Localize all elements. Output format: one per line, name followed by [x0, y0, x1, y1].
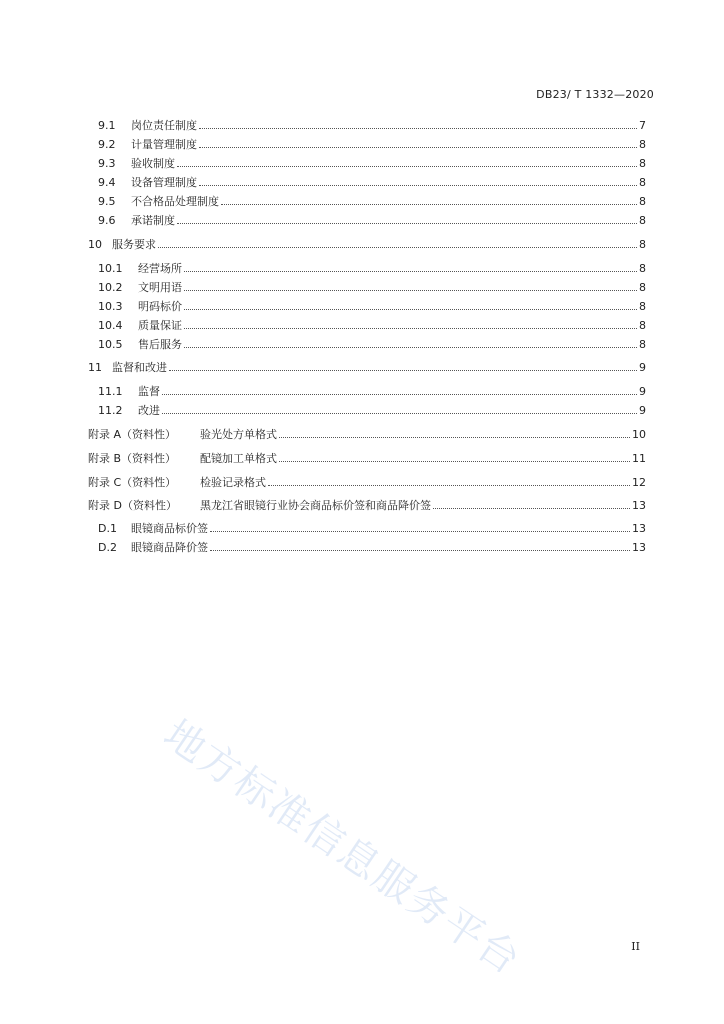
toc-entry[interactable]: [98, 119, 646, 133]
toc-leader-dots: [199, 185, 637, 186]
toc-entry[interactable]: [98, 338, 646, 352]
toc-leader-dots: [162, 413, 637, 414]
toc-entry-title: 黑龙江省眼镜行业协会商品标价签和商品降价签: [200, 499, 431, 512]
toc-entry[interactable]: [98, 138, 646, 152]
toc-entry-page: 9: [639, 385, 646, 398]
toc-appendix[interactable]: [88, 476, 646, 490]
toc-section[interactable]: [88, 238, 646, 252]
toc-entry[interactable]: [98, 157, 646, 171]
toc-entry-page: 13: [632, 522, 646, 535]
toc-entry-number: 10.1: [98, 262, 123, 275]
toc-entry-title: 质量保证: [138, 319, 182, 332]
toc-entry-title: 服务要求: [112, 238, 156, 251]
toc-entry-page: 8: [639, 238, 646, 251]
toc-leader-dots: [177, 223, 637, 224]
toc-entry-page: 13: [632, 541, 646, 554]
watermark: 地方标准信息服务平台: [155, 711, 530, 985]
toc-entry-page: 8: [639, 300, 646, 313]
toc-entry-title: 验收制度: [131, 157, 175, 170]
toc-leader-dots: [199, 147, 637, 148]
toc-leader-dots: [268, 485, 630, 486]
toc-entry-page: 9: [639, 404, 646, 417]
toc-leader-dots: [177, 166, 637, 167]
toc-entry-title: 验光处方单格式: [200, 428, 277, 441]
toc-entry-number: D.2: [98, 541, 117, 554]
toc-entry[interactable]: [98, 214, 646, 228]
toc-entry-number: 10.3: [98, 300, 123, 313]
toc-entry[interactable]: [98, 385, 646, 399]
toc-entry-title: 不合格品处理制度: [131, 195, 219, 208]
toc-entry-number: 附录 A（资料性）: [88, 428, 177, 441]
toc-entry-number: 9.2: [98, 138, 116, 151]
toc-entry-title: 文明用语: [138, 281, 182, 294]
toc-entry-page: 8: [639, 338, 646, 351]
page-number: II: [631, 940, 640, 953]
toc-appendix[interactable]: [88, 428, 646, 442]
toc-entry-title: 岗位责任制度: [131, 119, 197, 132]
toc-entry-page: 12: [632, 476, 646, 489]
toc-entry[interactable]: [98, 262, 646, 276]
toc-entry-page: 8: [639, 262, 646, 275]
toc-entry-number: 11.2: [98, 404, 123, 417]
toc-entry-number: 9.6: [98, 214, 116, 227]
toc-entry[interactable]: [98, 319, 646, 333]
toc-entry-page: 11: [632, 452, 646, 465]
toc-leader-dots: [210, 531, 630, 532]
toc-entry[interactable]: [98, 176, 646, 190]
toc-entry-title: 承诺制度: [131, 214, 175, 227]
toc-entry[interactable]: [98, 195, 646, 209]
toc-entry-page: 8: [639, 281, 646, 294]
toc-entry-title: 配镜加工单格式: [200, 452, 277, 465]
toc-appendix[interactable]: [88, 452, 646, 466]
toc-leader-dots: [158, 247, 637, 248]
toc-leader-dots: [184, 328, 637, 329]
toc-leader-dots: [184, 309, 637, 310]
toc-entry[interactable]: [98, 404, 646, 418]
toc-leader-dots: [184, 290, 637, 291]
toc-entry-number: 9.1: [98, 119, 116, 132]
toc-entry-number: 9.4: [98, 176, 116, 189]
toc-leader-dots: [184, 347, 637, 348]
toc-entry-page: 8: [639, 138, 646, 151]
toc-entry-number: 10.5: [98, 338, 123, 351]
toc-entry-number: 10: [88, 238, 102, 251]
toc-entry-title: 售后服务: [138, 338, 182, 351]
toc-entry-number: 附录 D（资料性）: [88, 499, 177, 512]
toc-entry-page: 10: [632, 428, 646, 441]
toc-entry-number: 9.5: [98, 195, 116, 208]
toc-entry-title: 明码标价: [138, 300, 182, 313]
toc-entry[interactable]: [98, 281, 646, 295]
toc-entry-number: 10.2: [98, 281, 123, 294]
toc-entry-title: 检验记录格式: [200, 476, 266, 489]
toc-entry-number: 附录 B（资料性）: [88, 452, 177, 465]
toc-entry-number: 11: [88, 361, 102, 374]
toc-leader-dots: [162, 394, 637, 395]
toc-entry-number: D.1: [98, 522, 117, 535]
toc-leader-dots: [279, 461, 630, 462]
toc-entry-page: 9: [639, 361, 646, 374]
toc-leader-dots: [221, 204, 637, 205]
toc-entry-number: 10.4: [98, 319, 123, 332]
toc-entry[interactable]: [98, 300, 646, 314]
toc-entry-page: 13: [632, 499, 646, 512]
toc-entry-title: 监督和改进: [112, 361, 167, 374]
toc-entry-title: 眼镜商品降价签: [131, 541, 208, 554]
toc-entry-title: 监督: [138, 385, 160, 398]
toc-leader-dots: [210, 550, 630, 551]
toc-entry-page: 8: [639, 176, 646, 189]
toc-entry-page: 8: [639, 157, 646, 170]
toc-entry-page: 8: [639, 214, 646, 227]
toc-leader-dots: [433, 508, 630, 509]
toc-section[interactable]: [88, 361, 646, 375]
toc-entry-title: 经营场所: [138, 262, 182, 275]
toc-entry-title: 计量管理制度: [131, 138, 197, 151]
toc-entry-title: 改进: [138, 404, 160, 417]
toc-entry-number: 9.3: [98, 157, 116, 170]
toc-entry-page: 7: [639, 119, 646, 132]
toc-entry-title: 眼镜商品标价签: [131, 522, 208, 535]
toc-entry-number: 11.1: [98, 385, 123, 398]
toc-appendix[interactable]: [88, 499, 646, 513]
toc-leader-dots: [184, 271, 637, 272]
toc-entry-title: 设备管理制度: [131, 176, 197, 189]
toc-entry-page: 8: [639, 195, 646, 208]
toc-entry[interactable]: [98, 541, 646, 555]
toc-entry[interactable]: [98, 522, 646, 536]
standard-code: DB23/ T 1332—2020: [536, 88, 654, 101]
toc-entry-page: 8: [639, 319, 646, 332]
toc-entry-number: 附录 C（资料性）: [88, 476, 177, 489]
toc-leader-dots: [169, 370, 637, 371]
toc-leader-dots: [279, 437, 630, 438]
toc-leader-dots: [199, 128, 637, 129]
